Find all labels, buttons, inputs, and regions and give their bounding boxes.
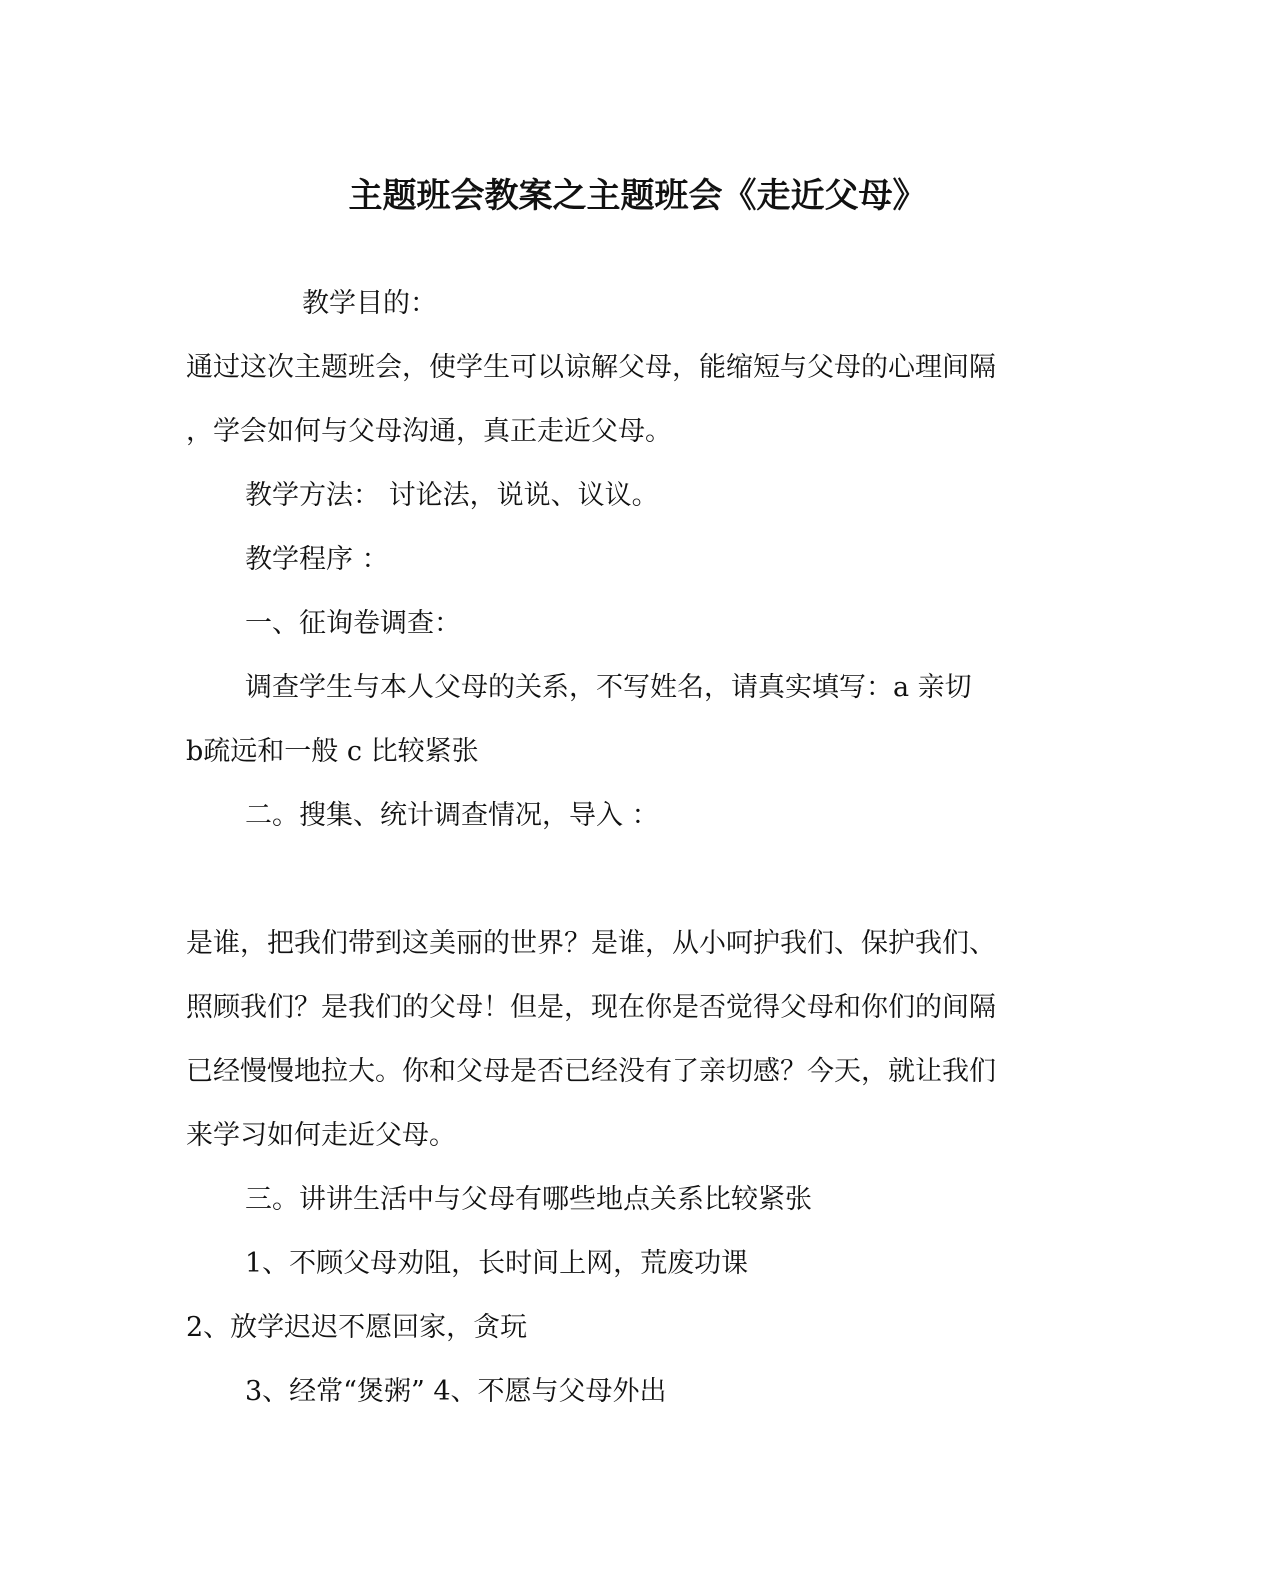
paragraph-line: 已经慢慢地拉大。你和父母是否已经没有了亲切感？今天，就让我们 bbox=[186, 1056, 996, 1087]
paragraph-line: b疏远和一般 c 比较紧张 bbox=[186, 736, 479, 767]
section-heading-teaching-procedure: 教学程序 ： bbox=[245, 544, 389, 575]
section-heading-teaching-goal: 教学目的： bbox=[302, 288, 437, 319]
paragraph-line: 是谁，把我们带到这美丽的世界？是谁，从小呵护我们、保护我们、 bbox=[186, 928, 996, 959]
document-title: 主题班会教案之主题班会《走近父母》 bbox=[348, 176, 927, 216]
paragraph-line: 照顾我们？是我们的父母！但是，现在你是否觉得父母和你们的间隔 bbox=[186, 992, 996, 1023]
list-item: 1、不顾父母劝阻，长时间上网，荒废功课 bbox=[245, 1248, 749, 1279]
paragraph-line: 调查学生与本人父母的关系，不写姓名，请真实填写：a 亲切 bbox=[245, 672, 972, 703]
step-heading-discussion: 三。讲讲生活中与父母有哪些地点关系比较紧张 bbox=[245, 1184, 812, 1215]
paragraph-line: ，学会如何与父母沟通，真正走近父母。 bbox=[186, 416, 672, 447]
step-heading-survey: 一、征询卷调查： bbox=[245, 608, 461, 639]
list-item: 2、放学迟迟不愿回家，贪玩 bbox=[186, 1312, 528, 1343]
paragraph-line: 通过这次主题班会，使学生可以谅解父母，能缩短与父母的心理间隔 bbox=[186, 352, 996, 383]
paragraph-line: 来学习如何走近父母。 bbox=[186, 1120, 456, 1151]
step-heading-collect: 二。搜集、统计调查情况，导入 ： bbox=[245, 800, 659, 831]
list-item: 3、经常“煲粥” 4、不愿与父母外出 bbox=[245, 1376, 667, 1407]
section-heading-teaching-method: 教学方法： 讨论法，说说、议议。 bbox=[245, 480, 659, 511]
